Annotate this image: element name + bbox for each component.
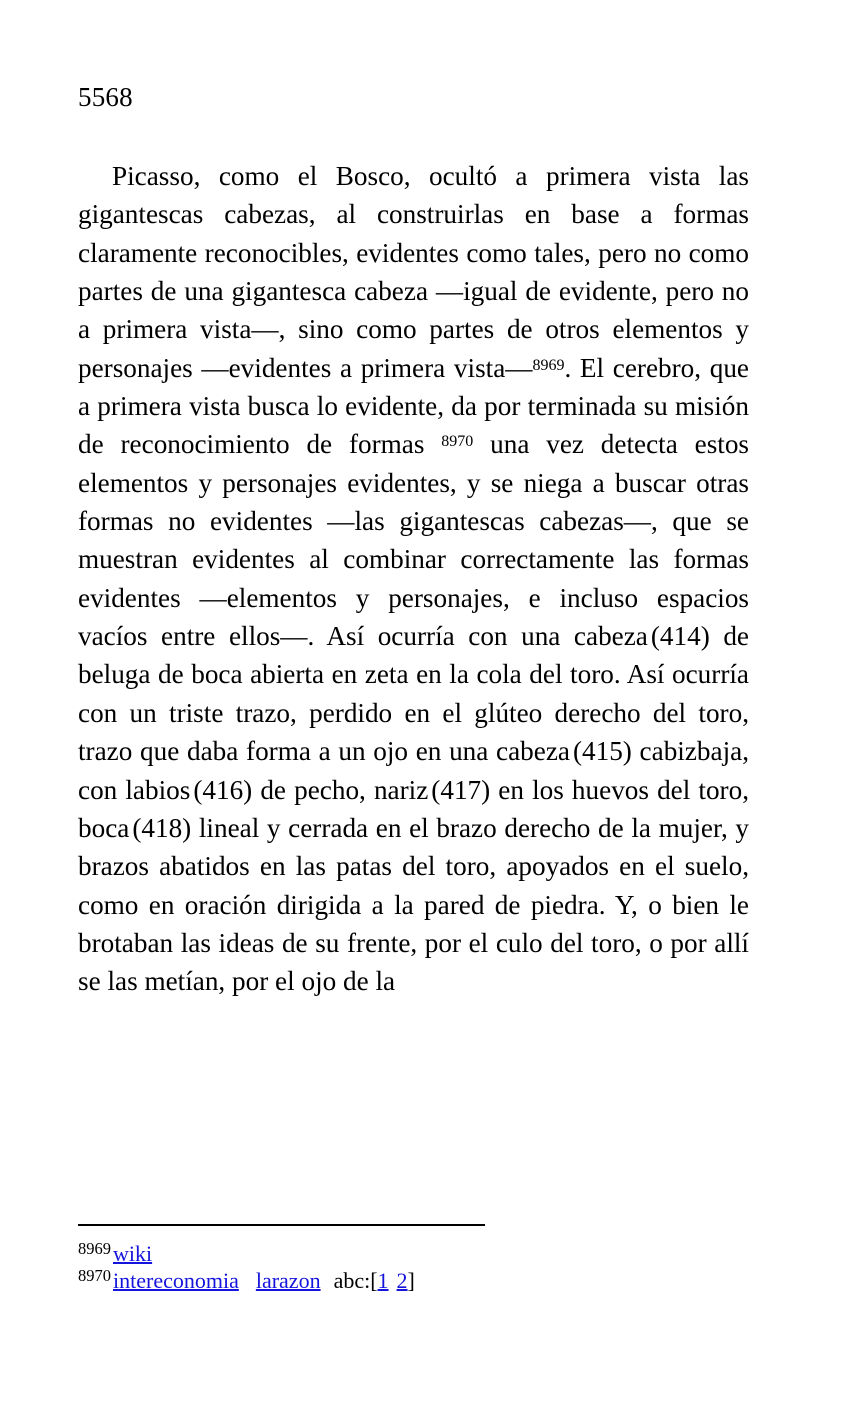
- footnote-abc-close: ]: [407, 1268, 415, 1293]
- paragraph-text-segment-5: cabizbaja, con labios: [78, 736, 749, 805]
- footnote-link-abc-1[interactable]: 1: [377, 1268, 389, 1293]
- paragraph-text-segment-4: de beluga de boca abierta en zeta en la cola del toro. Así ocurría con un triste trazo, perdido en el glúteo derecho del toro, trazo que daba forma a un ojo en una cabeza: [78, 621, 749, 767]
- footnote-body-8970: [113, 1268, 415, 1293]
- footnote-8969: [78, 1239, 758, 1267]
- footnote-body-8969: [113, 1241, 152, 1266]
- paragraph-text-segment-1: Picasso, como el Bosco, ocultó a primera vista las gigantescas cabezas, al construirlas en base a formas claramente reconocibles, evidentes como tales, pero no como partes de una gigantesca cabeza —igual de evidente, pero no a primera vista—, sino como partes de otros elementos y personajes —evidentes a primera vista—: [78, 161, 749, 383]
- footnote-abc-label: abc:[: [333, 1268, 378, 1293]
- figure-reference-415: (415): [572, 736, 632, 767]
- footnote-reference-8969[interactable]: 8969: [532, 356, 565, 374]
- paragraph-text-segment-8: lineal y cerrada en el brazo derecho de la mujer, y brazos abatidos en las patas del toro, apoyados en el suelo, como en oración dirigida a la pared de piedra. Y, o bien le brotaban las ideas de su frente, por el culo del toro, o por allí se las metían, por el ojo de la: [78, 812, 749, 997]
- footnote-link-larazon[interactable]: larazon: [255, 1268, 321, 1293]
- figure-reference-418: (418): [132, 812, 192, 843]
- footnote-number-8970: 8970: [78, 1266, 111, 1285]
- footnote-link-wiki[interactable]: wiki: [113, 1241, 153, 1266]
- figure-reference-417: (417): [431, 774, 491, 805]
- paragraph-text-segment-6: de pecho, nariz: [252, 774, 429, 805]
- page-number: 5568: [78, 82, 133, 112]
- body-text-column: [78, 157, 749, 1001]
- figure-reference-414: (414): [650, 621, 710, 652]
- footnote-separator-rule: [78, 1224, 485, 1226]
- body-paragraph: [78, 157, 749, 1001]
- footnote-reference-8970[interactable]: 8970: [441, 433, 474, 451]
- paragraph-text-segment-7: en los huevos del toro, boca: [78, 774, 750, 843]
- footnote-8970: [78, 1266, 758, 1294]
- paragraph-text-segment-2: . El cerebro, que a primera vista busca lo evidente, da por terminada su misión de reconocimiento de formas: [78, 352, 749, 460]
- paragraph-text-segment-3: una vez detecta estos elementos y personajes evidentes, y se niega a buscar otras formas no evidentes —las gigantescas cabezas—, que se muestran evidentes al combinar correctamente las formas evidentes —elementos y personajes, e incluso espacios vacíos entre ellos—. Así ocurría con una cabeza: [78, 429, 749, 652]
- figure-reference-416: (416): [193, 774, 253, 805]
- footnote-link-intereconomia[interactable]: intereconomia: [113, 1268, 239, 1293]
- footnote-link-abc-2[interactable]: 2: [396, 1268, 408, 1293]
- footnote-number-8969: 8969: [78, 1239, 111, 1258]
- footnote-section: [78, 1239, 758, 1294]
